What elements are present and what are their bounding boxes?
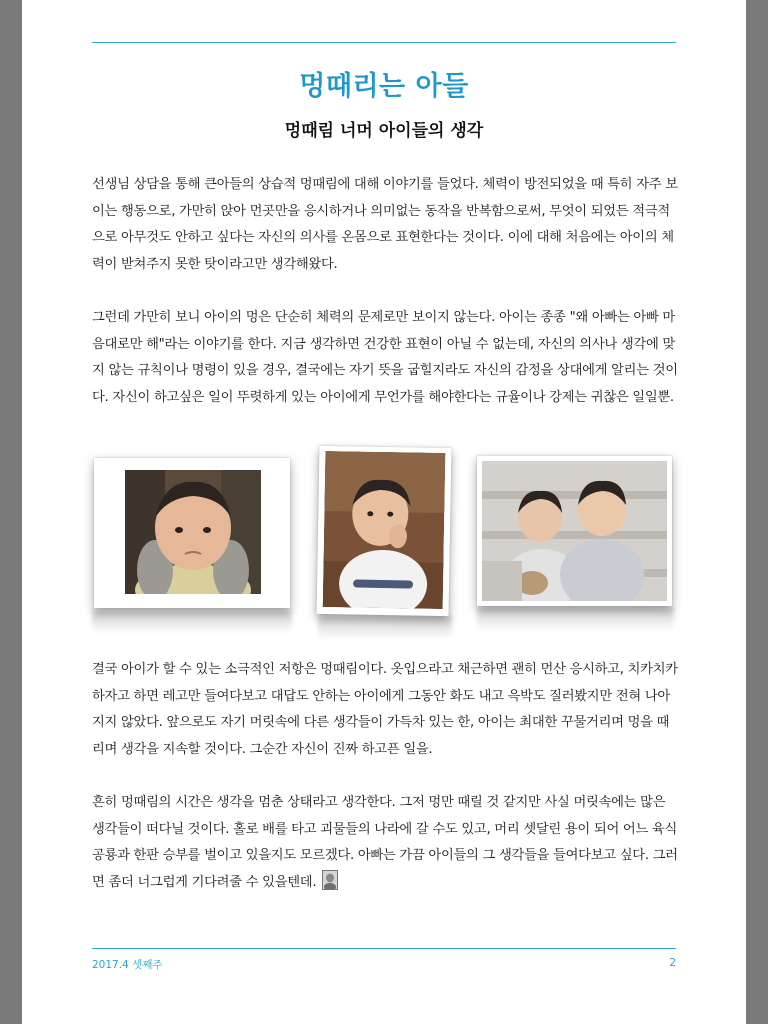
page-subtitle: 멍때림 너머 아이들의 생각	[284, 121, 484, 141]
author-avatar-icon	[322, 870, 338, 890]
paragraph-4	[92, 790, 680, 896]
photo-frame-two-children	[477, 456, 672, 606]
paragraph-3: 결국 아이가 할 수 있는 소극적인 저항은 멍때림이다. 옷입으라고 채근하면 괜히 먼산 응시하고, 치카치카하자고 하면 레고만 들여다보고 대답도 안하는 아이에게 그동안 화도 내고 윽박도 질러봤지만 전혀 나아지지 않았다. 앞으로도 자기 머릿속에 다른 생각들이 가득차 있는 한, 아이는 최대한 꾸물거리며 멍을 때리며 생각을 지속할 것이다. 그순간 자신이 진짜 하고픈 일을.	[92, 662, 678, 757]
child-in-car-seat-photo	[125, 470, 261, 594]
photo-frame-child-car-seat	[94, 458, 290, 608]
photo-reflection	[477, 607, 674, 631]
paragraph-4-text: 흔히 멍때림의 시간은 생각을 멈춘 상태라고 생각한다. 그저 멍만 때릴 것 같지만 사실 머릿속에는 많은 생각들이 떠다닐 것이다. 홀로 배를 타고 괴물들의 나라에 갈 수도 있고, 머리 셋달린 용이 되어 어느 육식 공룡과 한판 승부를 벌이고 있을지도 모르겠다. 아빠는 가끔 아이들의 그 생각들을 들여다보고 싶다. 그러면 좀더 너그럽게 기다려줄 수 있을텐데.	[92, 795, 678, 890]
paragraph-1: 선생님 상담을 통해 큰아들의 상습적 멍때림에 대해 이야기를 들었다. 체력이 방전되었을 때 특히 자주 보이는 행동으로, 가만히 앉아 먼곳만을 응시하거나 의미없는 동작을 반복함으로써, 무엇이 되었든 적극적으로 아무것도 안하고 싶다는 자신의 의사를 온몸으로 표현한다는 것이다. 이에 대해 처음에는 아이의 체력이 받쳐주지 못한 탓이라고만 생각해왔다.	[92, 177, 678, 272]
two-children-on-steps-photo	[482, 461, 667, 601]
photo-frame-child-sofa	[317, 446, 452, 616]
paragraph-2: 그런데 가만히 보니 아이의 멍은 단순히 체력의 문제로만 보이지 않는다. 아이는 종종 "왜 아빠는 아빠 마음대로만 해"라는 이야기를 한다. 지금 생각하면 건강한 표현이 아닐 수 없는데, 자신의 의사나 생각에 맞지 않는 규칙이나 명령이 있을 경우, 결국에는 자기 뜻을 굽힐지라도 자신의 감정을 상대에게 알리는 것이다. 자신이 하고싶은 일이 뚜렷하게 있는 아이에게 무언가를 해야한다는 규율이나 강제는 귀찮은 일일뿐.	[92, 310, 678, 405]
page-title: 멍때리는 아들	[299, 71, 469, 102]
footer-rule	[92, 948, 676, 949]
photo-reflection	[318, 616, 452, 640]
footer-date: 2017.4 셋째주	[92, 959, 163, 971]
child-on-sofa-photo	[323, 451, 446, 609]
header-rule	[92, 42, 676, 43]
photo-reflection	[92, 610, 292, 634]
page-number: 2	[669, 957, 676, 969]
document-page	[22, 0, 746, 1024]
